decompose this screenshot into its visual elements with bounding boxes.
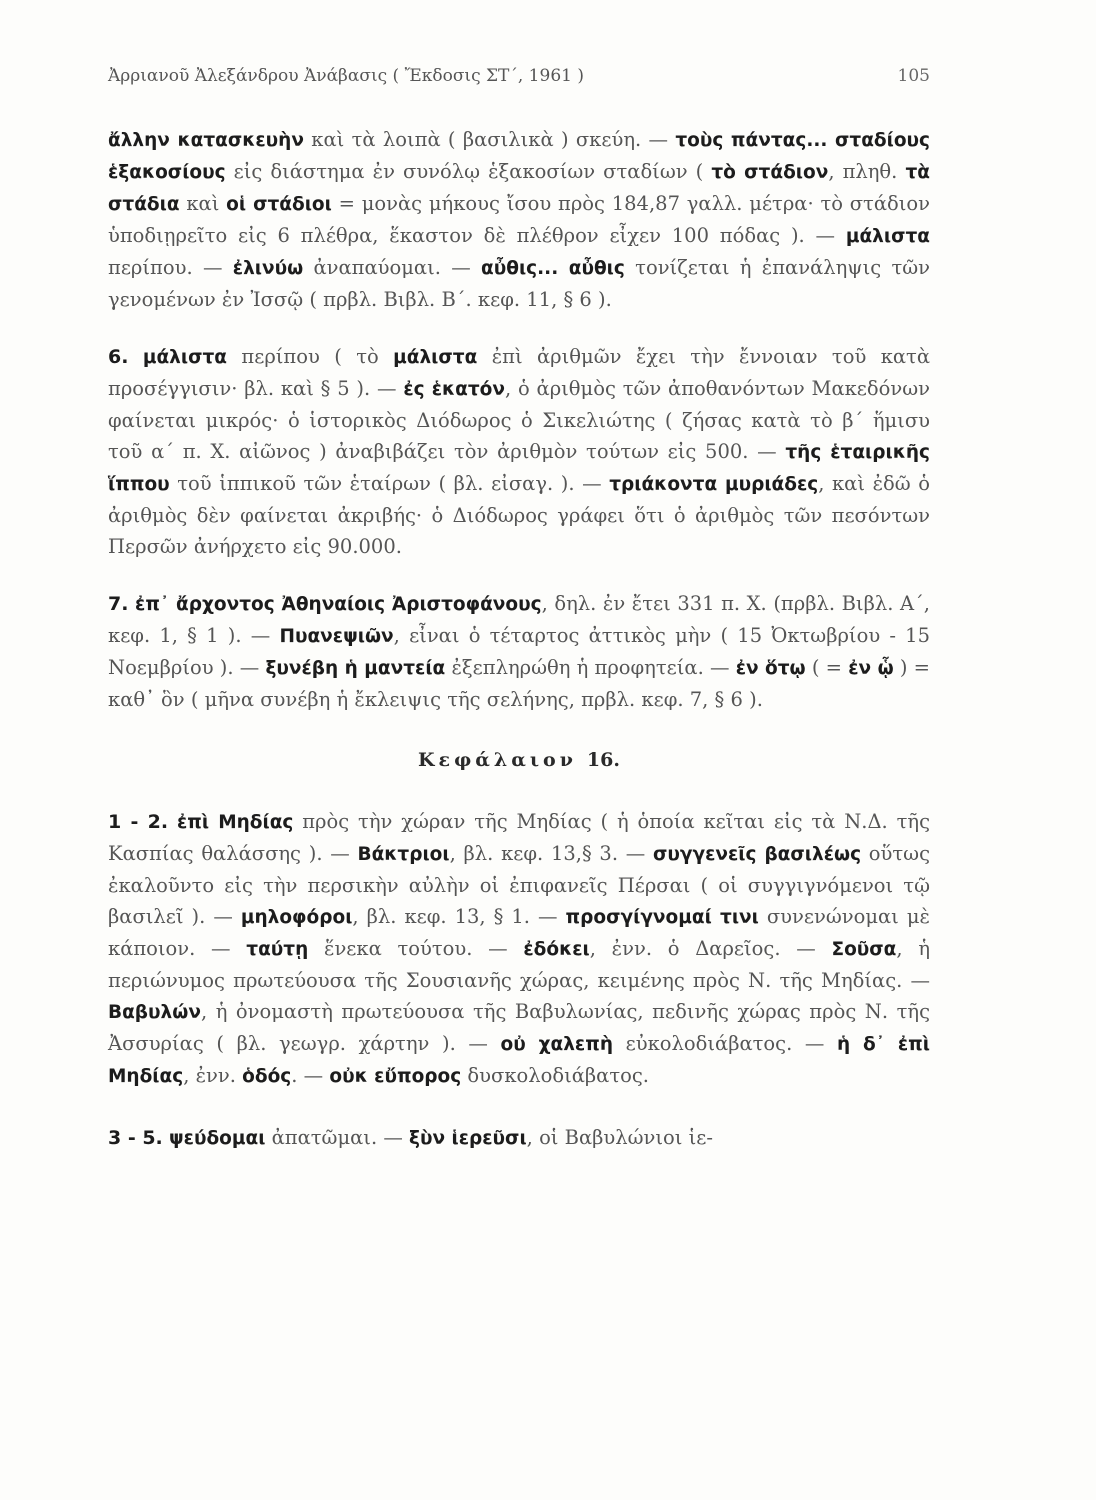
gloss: ἕνεκα τούτου. —: [308, 937, 524, 960]
page: [108, 60, 930, 1154]
gloss: περίπου. —: [108, 256, 233, 279]
lemma: ἡ δ᾽ ἐπὶ Μηδίας: [108, 1034, 930, 1087]
lemma: συγγενεῖς βασιλέως: [653, 844, 862, 865]
gloss: δυσκολοδιάβατος.: [461, 1064, 649, 1087]
gloss: ἐξεπληρώθη ἡ προφητεία. —: [445, 656, 736, 679]
lemma: Σοῦσα: [831, 939, 897, 960]
paragraph-section-3-5: [108, 1122, 930, 1154]
lemma: Πυανεψιῶν: [279, 626, 394, 647]
chapter-number: 16.: [586, 749, 620, 771]
gloss: , βλ. κεφ. 13,§ 3. —: [449, 842, 653, 865]
paragraph-section-6: [108, 341, 930, 562]
lemma: τῆς ἑταιρικῆς ἵππου: [108, 442, 930, 495]
lemma: Βαβυλών: [108, 1002, 201, 1023]
lemma: ἐδόκει: [523, 939, 590, 960]
lemma: αὖθις... αὖθις: [481, 258, 625, 279]
gloss: , ἡ περιώνυμος πρωτεύουσα τῆς Σουσιανῆς χώρας, κειμένης πρὸς Ν. τῆς Μηδίας. —: [108, 937, 930, 992]
lemma: ταύτῃ: [246, 939, 309, 960]
lemma: τοὺς πάντας... σταδίους ἑξακοσίους: [108, 130, 930, 183]
lemma: ἄλλην κατασκευὴν: [108, 130, 304, 151]
chapter-label: Κεφάλαιον: [418, 749, 577, 771]
lemma: οὐ χαλεπὴ: [500, 1034, 614, 1055]
lemma: ἐλινύω: [232, 258, 304, 279]
lemma: ξυνέβη ἡ μαντεία: [265, 658, 446, 679]
lemma: τὰ στάδια: [108, 162, 930, 215]
gloss: , οἱ Βαβυλώνιοι ἱε-: [526, 1126, 713, 1149]
lemma: ἐπὶ Μηδίας: [176, 812, 294, 833]
paragraph-section-1-2: [108, 806, 930, 1092]
gloss: , πληθ.: [828, 160, 906, 183]
gloss: τονίζεται ἡ ἐπανάληψις τῶν γενομένων ἐν Ἰσσῷ ( πρβλ. Βιβλ. Β΄. κεφ. 11, § 6 ).: [108, 256, 930, 311]
gloss: περίπου ( τὸ: [227, 345, 394, 368]
lemma: μάλιστα: [393, 347, 478, 368]
lemma: μηλοφόροι: [240, 907, 353, 928]
paragraph-continuation: [108, 124, 930, 315]
lemma: τὸ στάδιον: [711, 162, 829, 183]
section-number: 1 - 2.: [108, 811, 169, 833]
lemma: Βάκτριοι: [357, 844, 450, 865]
section-number: 6.: [108, 346, 129, 368]
lemma: ξὺν ἱερεῦσι: [409, 1128, 527, 1149]
lemma: ἐν ὅτῳ: [735, 658, 806, 679]
gloss: , εἶναι ὁ τέταρτος ἀττικὸς μὴν ( 15 Ὀκτωβρίου - 15 Νοεμβρίου ). —: [108, 624, 930, 679]
running-header: [108, 66, 930, 102]
gloss: ἀναπαύομαι. —: [303, 256, 482, 279]
lemma: ψεύδομαι: [168, 1128, 266, 1149]
gloss: καὶ τὰ λοιπὰ ( βασιλικὰ ) σκεύη. —: [303, 128, 676, 151]
commentary-text: [108, 124, 930, 1154]
gloss: συνενώνομαι μὲ κάποιον. —: [108, 905, 930, 960]
gloss: , ἡ ὀνομαστὴ πρωτεύουσα τῆς Βαβυλωνίας, πεδινῆς χώρας πρὸς Ν. τῆς Ἀσσυρίας ( βλ. γεωγρ. χάρτην ). —: [108, 1000, 930, 1055]
lemma: οἱ στάδιοι: [226, 194, 332, 215]
gloss: εἰς διάστημα ἐν συνόλῳ ἑξακοσίων σταδίων (: [225, 160, 712, 183]
gloss: , ὁ ἀριθμὸς τῶν ἀποθανόντων Μακεδόνων φαίνεται μικρός· ὁ ἱστορικὸς Διόδωρος ὁ Σικελιώτης ( ζήσας κατὰ τὸ β΄ ἥμισυ τοῦ α΄ π. Χ. αἰῶνος ) ἀναβιβάζει τὸν ἀριθμὸν τούτων εἰς 500. —: [108, 377, 930, 463]
paragraph-section-7: [108, 588, 930, 715]
gloss: . —: [291, 1064, 330, 1087]
gloss: καὶ: [179, 192, 227, 215]
lemma: ἐν ᾧ: [848, 658, 894, 679]
gloss: , δηλ. ἐν ἔτει 331 π. Χ. (πρβλ. Βιβλ. Α΄, κεφ. 1, § 1 ). —: [108, 592, 931, 647]
lemma: προσγίγνομαί τινι: [565, 907, 759, 928]
lemma: ἐς ἑκατόν: [403, 379, 505, 400]
gloss: , ἐνν.: [183, 1064, 243, 1087]
lemma: τριάκοντα μυριάδες: [609, 474, 819, 495]
gloss: ( =: [805, 656, 849, 679]
gloss: , βλ. κεφ. 13, § 1. —: [352, 905, 566, 928]
lemma: μάλιστα: [845, 226, 930, 247]
gloss: ἐπὶ ἀριθμῶν ἔχει τὴν ἔννοιαν τοῦ κατὰ προσέγγισιν· βλ. καὶ § 5 ). —: [108, 345, 931, 400]
running-title: Ἀρριανοῦ Ἀλεξάνδρου Ἀνάβασις ( Ἔκδοσις ΣΤ΄, 1961 ): [108, 66, 584, 86]
gloss: ) = καθ᾽ ὃν ( μῆνα συνέβη ἡ ἔκλειψις τῆς σελήνης, πρβλ. κεφ. 7, § 6 ).: [108, 656, 931, 711]
lemma: ἐπ᾽ ἄρχοντος Ἀθηναίοις Ἀριστοφάνους: [135, 594, 542, 615]
gloss: = μονὰς μήκους ἴσου πρὸς 184,87 γαλλ. μέτρα· τὸ στάδιον ὑποδιῃρεῖτο εἰς 6 πλέθρα, ἕκαστον δὲ πλέθρον εἶχεν 100 πόδας ). —: [108, 192, 930, 247]
gloss: , καὶ ἐδῶ ὁ ἀριθμὸς δὲν φαίνεται ἀκριβής· ὁ Διόδωρος γράφει ὅτι ὁ ἀριθμὸς τῶν πεσόντων Περσῶν ἀνήρχετο εἰς 90.000.: [108, 472, 930, 558]
lemma: μάλιστα: [142, 347, 228, 368]
page-number: 105: [897, 66, 930, 86]
gloss: οὕτως ἐκαλοῦντο εἰς τὴν περσικὴν αὐλὴν οἱ ἐπιφανεῖς Πέρσαι ( οἱ συγγιγνόμενοι τῷ βασιλεῖ ). —: [108, 842, 930, 928]
gloss: ἀπατῶμαι. —: [265, 1126, 410, 1149]
gloss: τοῦ ἱππικοῦ τῶν ἑταίρων ( βλ. εἰσαγ. ). —: [169, 472, 610, 495]
lemma: ὁδός: [242, 1066, 292, 1087]
gloss: , ἐνν. ὁ Δαρεῖος. —: [589, 937, 832, 960]
section-number: 7.: [108, 593, 129, 615]
chapter-heading: [108, 745, 930, 776]
gloss: πρὸς τὴν χώραν τῆς Μηδίας ( ἡ ὁποία κεῖται εἰς τὰ Ν.Δ. τῆς Κασπίας θαλάσσης ). —: [108, 810, 930, 865]
lemma: οὐκ εὔπορος: [329, 1066, 462, 1087]
section-number: 3 - 5.: [108, 1127, 163, 1149]
gloss: εὐκολοδιάβατος. —: [613, 1032, 838, 1055]
